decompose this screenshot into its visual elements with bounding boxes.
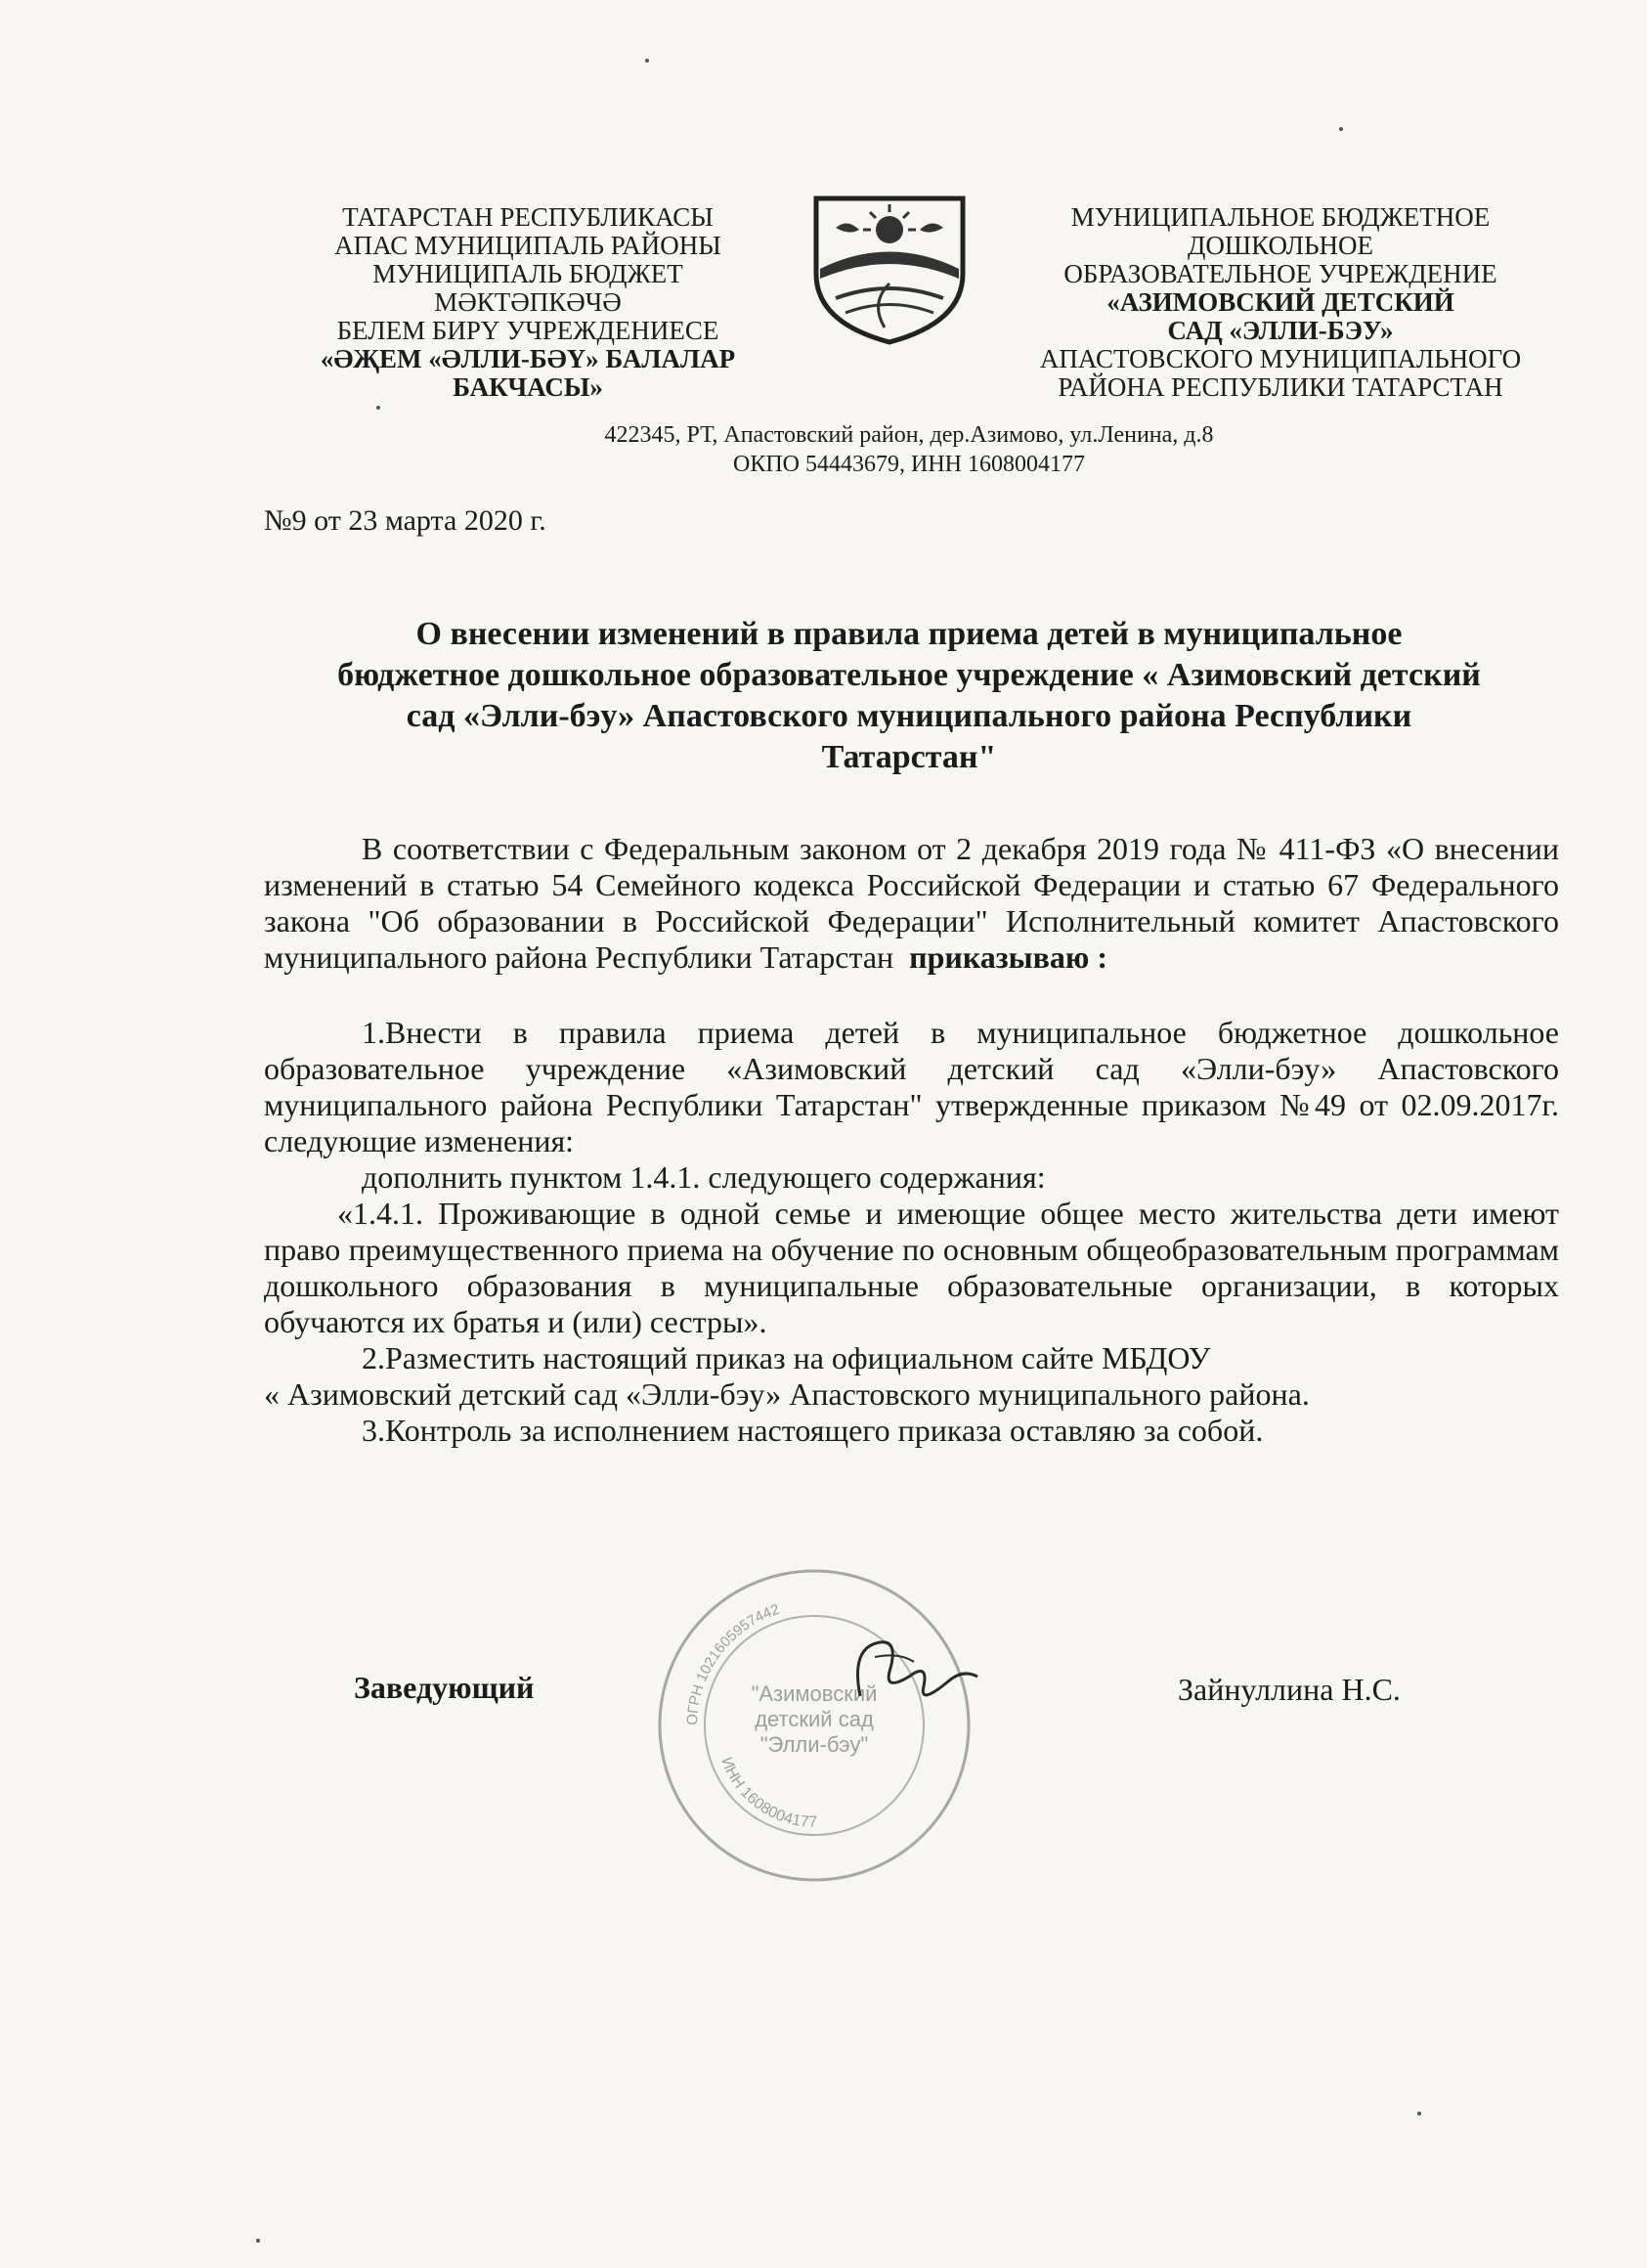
stamp-line: детский сад <box>755 1707 874 1731</box>
header-right-bold-line: «АЗИМОВСКИЙ ДЕТСКИЙ <box>1106 287 1454 317</box>
svg-text:ИНН 1608004177 <box>717 1755 817 1831</box>
scan-speck <box>645 59 649 63</box>
coat-of-arms-icon <box>797 191 982 347</box>
stamp-line: "Азимовский <box>751 1681 878 1706</box>
item-1: 1.Внести в правила приема детей в муниципальное бюджетное дошкольное образовательное учреждение «Азимовский детский сад «Элли-бэу» Апастовского муниципального района Республики Татарстан" утвержденные приказом №49 от 02.09.2017г. следующие изменения: <box>264 1015 1559 1158</box>
stamp-line: "Элли-бэу" <box>759 1732 869 1757</box>
header-left-line: МӘКТӘПКӘЧӘ <box>434 287 622 317</box>
codes-line: ОКПО 54443679, ИНН 1608004177 <box>733 452 1085 477</box>
signature-name: Зайнуллина Н.С. <box>1178 1672 1401 1707</box>
title-line: Татарстан" <box>821 739 997 775</box>
signature-role: Заведующий <box>354 1670 535 1705</box>
scan-speck <box>1417 2112 1421 2115</box>
header-right-line: РАЙОНА РЕСПУБЛИКИ ТАТАРСТАН <box>1058 372 1503 402</box>
organization-stamp <box>653 1564 975 1887</box>
header-right-bold-line: САД «ЭЛЛИ-БЭУ» <box>1167 316 1394 345</box>
header-right-line: МУНИЦИПАЛЬНОЕ БЮДЖЕТНОЕ <box>1070 202 1491 232</box>
document-body <box>264 831 1559 1449</box>
item-1-sub: дополнить пунктом 1.4.1. следующего содержания: <box>362 1159 1046 1195</box>
header-left-line: МУНИЦИПАЛЬ БЮДЖЕТ <box>372 259 683 288</box>
item-2-line-1: 2.Разместить настоящий приказ на официальном сайте МБДОУ <box>362 1340 1211 1375</box>
preamble-text: В соответствии с Федеральным законом от 2 декабря 2019 года № 411-ФЗ «О внесении изменений в статью 54 Семейного кодекса Российской Федерации и статью 67 Федерального закона "Об образовании в Российской Федерации" Исполнительный комитет Апастовского муниципального района Республики Татарстан <box>264 831 1559 975</box>
header-left-line: ТАТАРСТАН РЕСПУБЛИКАСЫ <box>342 202 714 232</box>
preamble-paragraph <box>264 831 1559 976</box>
title-line: бюджетное дошкольное образовательное учреждение « Азимовский детский <box>337 657 1481 693</box>
header-left-bold-line: БАКЧАСЫ» <box>453 372 603 402</box>
header-left-line: БЕЛЕМ БИРҮ УЧРЕЖДЕНИЕСЕ <box>336 316 719 345</box>
header-left-line: АПАС МУНИЦИПАЛЬ РАЙОНЫ <box>334 231 721 260</box>
item-1-quote: «1.4.1. Проживающие в одной семье и имеющие общее место жительства дети имеют право преимущественного приема на обучение по основным общеобразовательным программам дошкольного образования в муниципальные образовательные организации, в которых обучаются их братья и (или) сестры». <box>264 1196 1559 1339</box>
header-right-line: АПАСТОВСКОГО МУНИЦИПАЛЬНОГО <box>1039 344 1522 373</box>
handwritten-signature <box>841 1628 987 1716</box>
document-title <box>254 614 1564 778</box>
header-left <box>283 203 772 402</box>
header-right-line: ОБРАЗОВАТЕЛЬНОЕ УЧРЕЖДЕНИЕ <box>1063 259 1497 288</box>
header-right <box>997 203 1564 402</box>
address-block <box>391 420 1427 479</box>
address-line: 422345, РТ, Апастовский район, дер.Азимово, ул.Ленина, д.8 <box>604 422 1214 448</box>
doc-number: №9 от 23 марта 2020 г. <box>264 504 546 537</box>
title-line: О внесении изменений в правила приема детей в муниципальное <box>415 616 1403 652</box>
scan-speck <box>376 406 380 410</box>
stamp-ogrn: ОГРН 1021605957442 <box>683 1600 782 1726</box>
title-line: сад «Элли-бэу» Апастовского муниципального района Республики <box>406 698 1412 734</box>
scan-speck <box>1339 127 1343 131</box>
header-right-line: ДОШКОЛЬНОЕ <box>1188 231 1373 260</box>
item-3: 3.Контроль за исполнением настоящего приказа оставляю за собой. <box>362 1413 1264 1448</box>
item-2-line-2: « Азимовский детский сад «Элли-бэу» Апастовского муниципального района. <box>264 1376 1310 1412</box>
header-left-bold-line: «ӘҖЕМ «ӘЛЛИ-БӘҮ» БАЛАЛАР <box>320 344 736 373</box>
stamp-inn: ИНН 1608004177 <box>717 1755 818 1831</box>
scan-speck <box>256 2239 260 2243</box>
order-word: приказываю : <box>909 939 1108 975</box>
